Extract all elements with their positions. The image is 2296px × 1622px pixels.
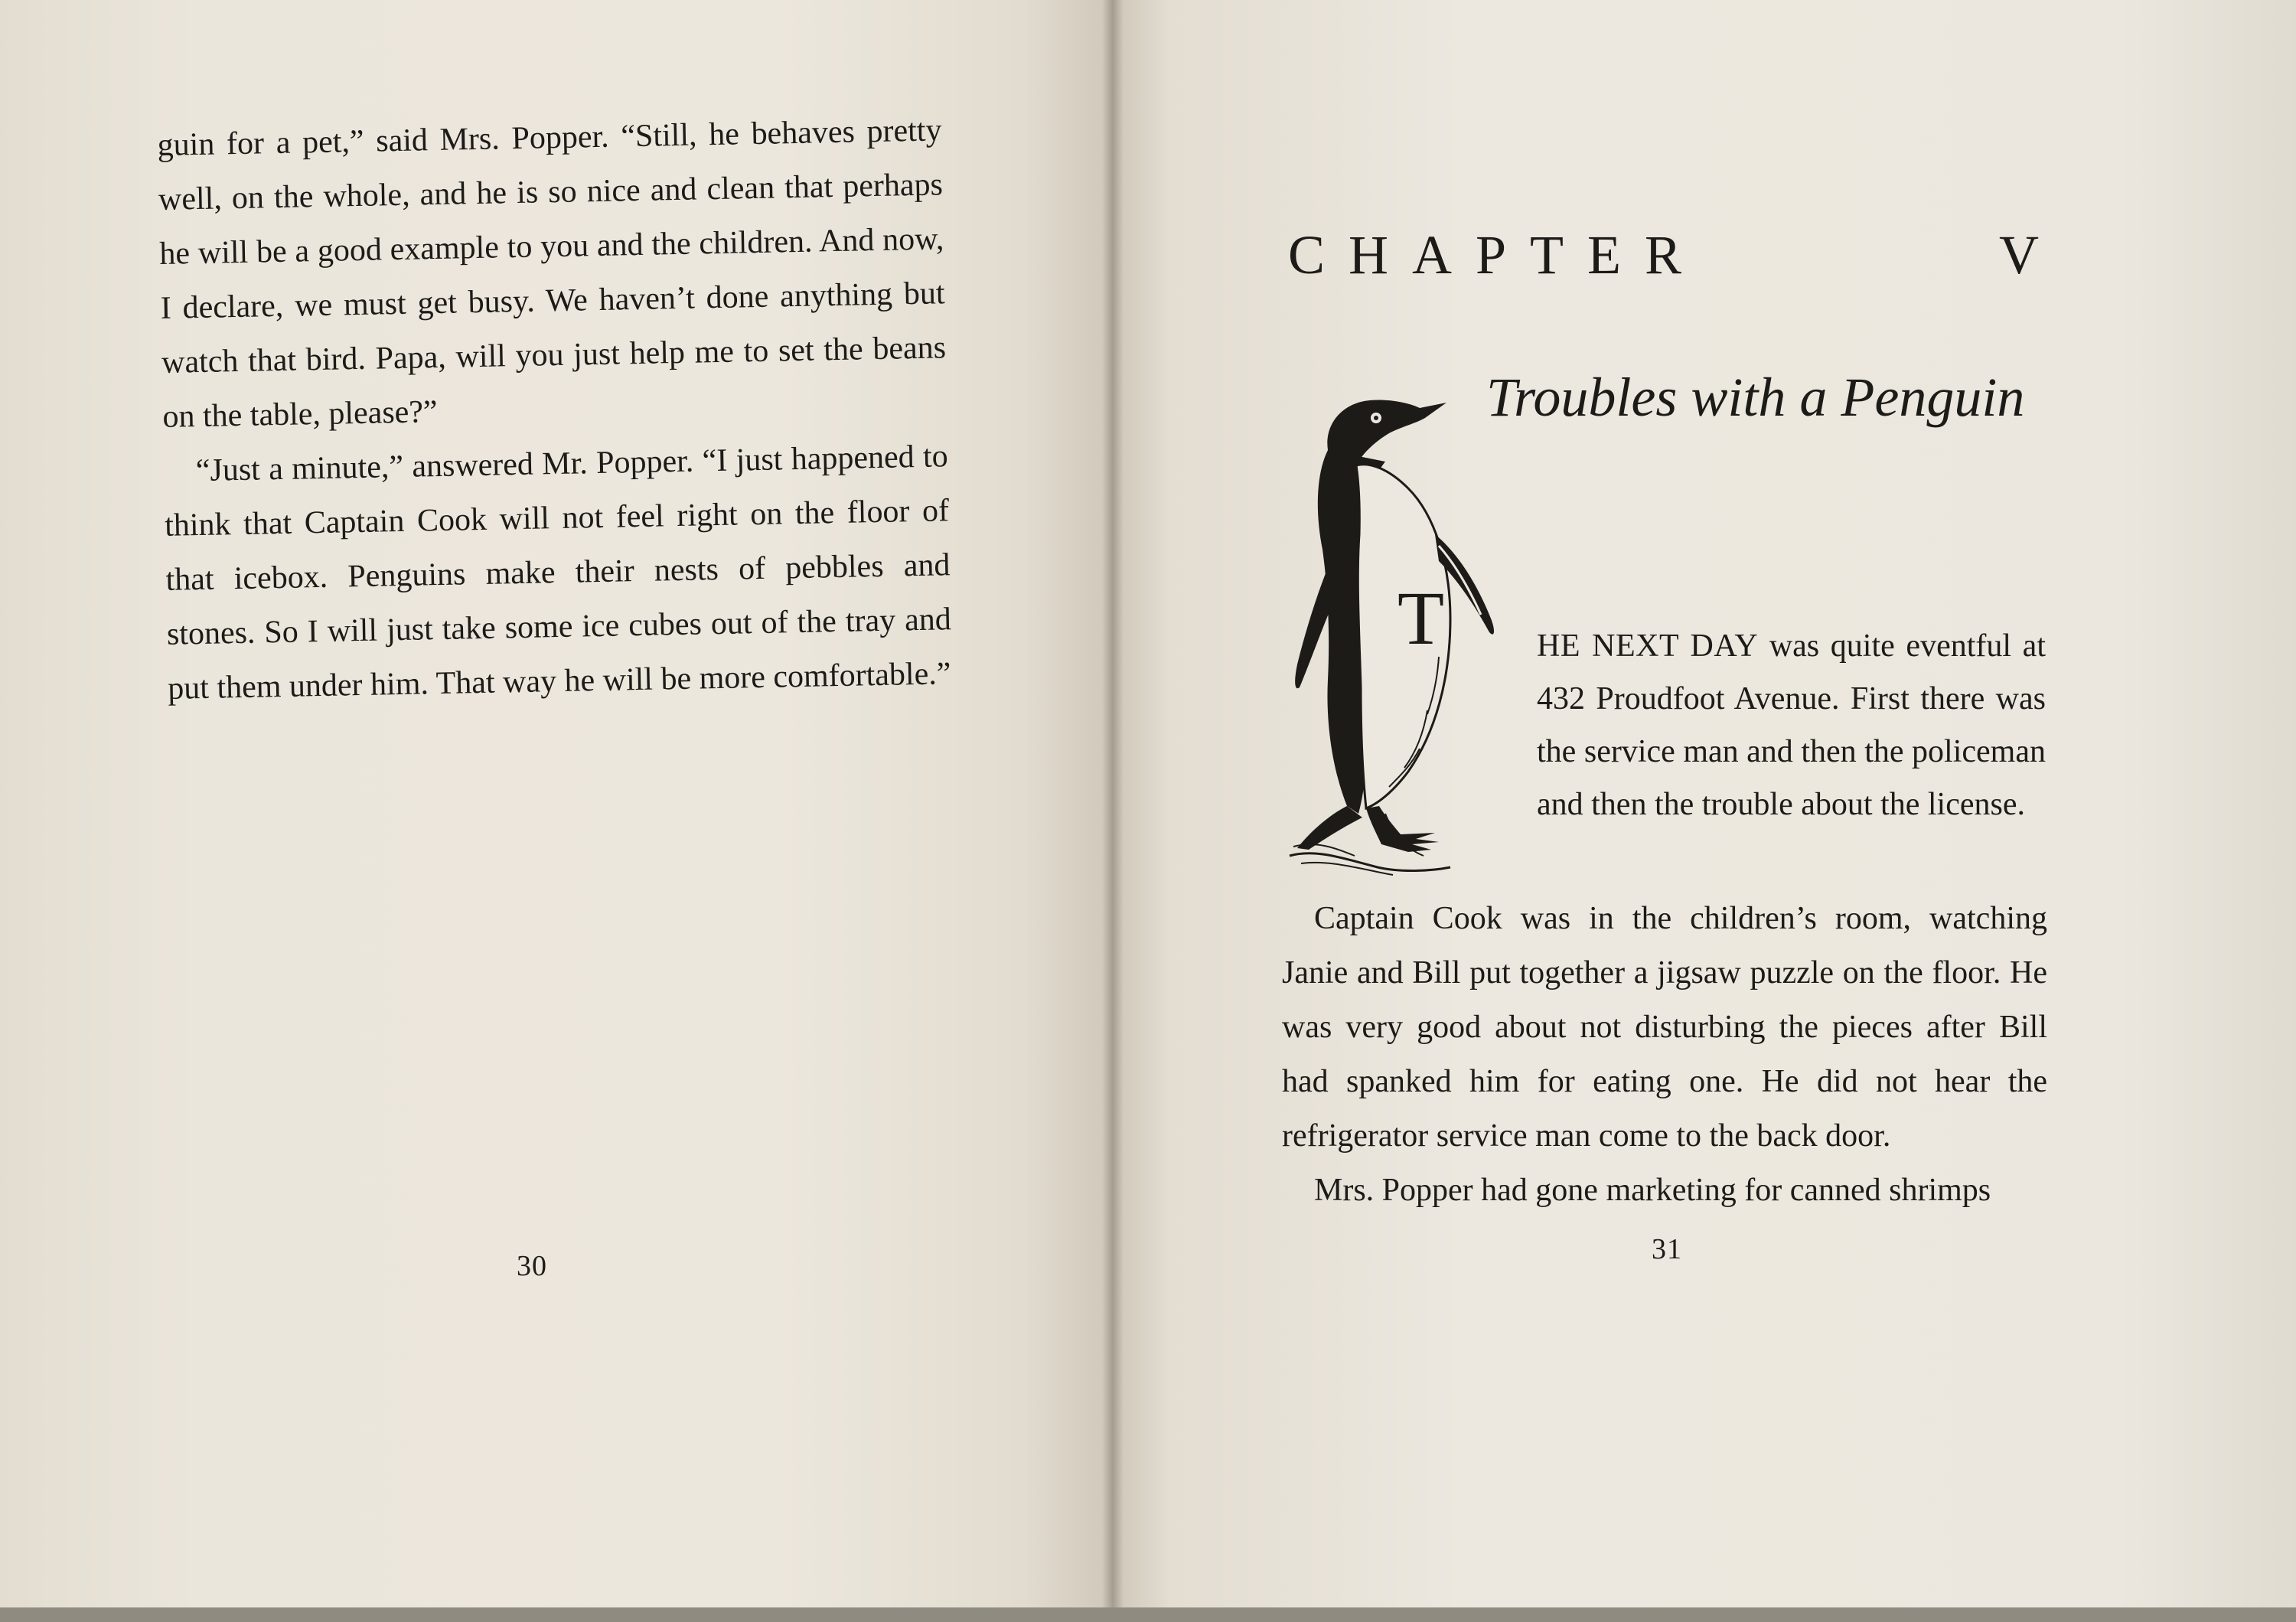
right-paragraph-2: Mrs. Popper had gone marketing for canned shrimps (1314, 1173, 1991, 1208)
right-page-number: 31 (1652, 1233, 1682, 1265)
left-page (0, 0, 1111, 1611)
opening-small-caps: HE NEXT DAY (1537, 628, 1759, 664)
left-paragraph-2: “Just a minute,” answered Mr. Popper. “I just happened to think that Captain Cook will not feel right on the floor of that icebox. Penguins make their nests of pebbles and stones. So I will just take some ice cubes out of the tray and put them under him. That way he will be more comfortable.” (164, 439, 952, 707)
chapter-title: Troubles with a Penguin (1486, 367, 2025, 428)
drop-cap: T (1397, 576, 1445, 661)
right-page-text (1282, 892, 2047, 1218)
chapter-numeral: V (1999, 224, 2039, 286)
chapter-label: CHAPTER (1288, 224, 1706, 286)
opening-rest: was quite eventful at 432 Proudfoot Avenue. First there was the service man and then the policeman and then the trouble about the license. (1537, 628, 2046, 822)
left-paragraph-1: guin for a pet,” said Mrs. Popper. “Still, he behaves pretty well, on the whole, and he is so nice and clean that perhaps he will be a good example to you and the children. And now, I declare, we must get busy. We haven’t done anything but watch that bird. Papa, will you just help me to set the beans on the table, please?” (157, 113, 947, 435)
book-gutter (1102, 0, 1124, 1611)
left-page-number: 30 (517, 1250, 547, 1282)
left-page-text (157, 103, 953, 716)
table-surface (0, 1607, 2296, 1622)
chapter-opening-text (1537, 620, 2046, 831)
right-paragraph-1: Captain Cook was in the children’s room, watching Janie and Bill put together a jigsaw puzzle on the floor. He was very good about not disturbing the pieces after Bill had spanked him for eating one. He did not hear the refrigerator service man come to the back door. (1282, 901, 2047, 1154)
